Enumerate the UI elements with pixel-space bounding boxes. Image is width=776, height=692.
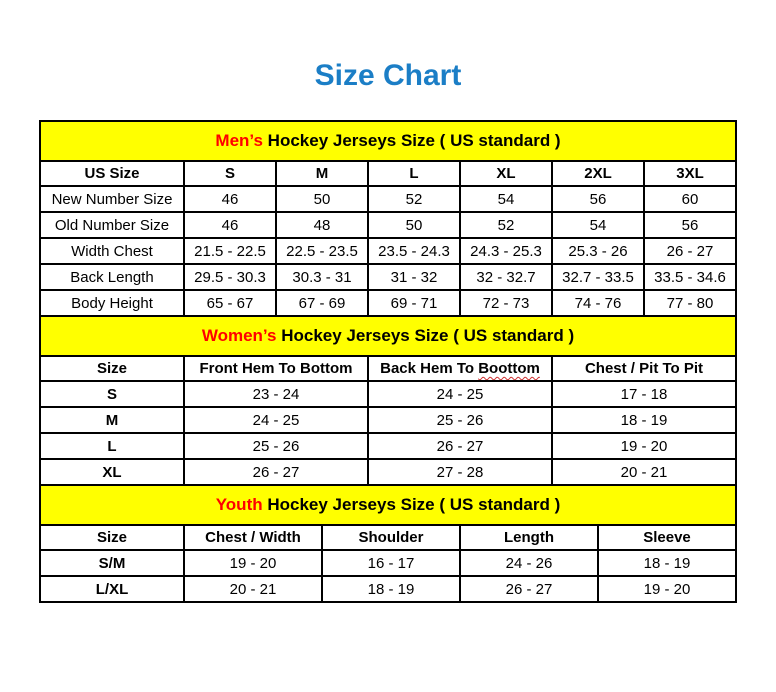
data-cell: 74 - 76: [552, 290, 644, 316]
row-label: Old Number Size: [40, 212, 184, 238]
row-label: L: [40, 433, 184, 459]
data-cell: 23.5 - 24.3: [368, 238, 460, 264]
column-header: US Size: [40, 161, 184, 186]
row-label: S: [40, 381, 184, 407]
column-header: Front Hem To Bottom: [184, 356, 368, 381]
table-row: [40, 407, 736, 433]
data-cell: 18 - 19: [552, 407, 736, 433]
data-cell: 20 - 21: [552, 459, 736, 485]
section-banner-row: [40, 485, 736, 525]
column-header: S: [184, 161, 276, 186]
data-cell: 46: [184, 186, 276, 212]
data-cell: 29.5 - 30.3: [184, 264, 276, 290]
data-cell: 23 - 24: [184, 381, 368, 407]
misspelled-word: Boottom: [478, 360, 540, 377]
row-label: New Number Size: [40, 186, 184, 212]
data-cell: 25 - 26: [184, 433, 368, 459]
column-header: Size: [40, 356, 184, 381]
row-label: M: [40, 407, 184, 433]
data-cell: 32 - 32.7: [460, 264, 552, 290]
column-header: M: [276, 161, 368, 186]
data-cell: 26 - 27: [460, 576, 598, 602]
column-header: L: [368, 161, 460, 186]
column-header: Size: [40, 525, 184, 550]
table-row: [40, 433, 736, 459]
section-banner-mens: [40, 121, 736, 161]
data-cell: 19 - 20: [598, 576, 736, 602]
column-header: Chest / Width: [184, 525, 322, 550]
data-cell: 52: [460, 212, 552, 238]
data-cell: 54: [460, 186, 552, 212]
row-label: Width Chest: [40, 238, 184, 264]
data-cell: 18 - 19: [598, 550, 736, 576]
size-table-womens: [39, 315, 737, 486]
data-cell: 24 - 25: [368, 381, 552, 407]
data-cell: 46: [184, 212, 276, 238]
table-row: [40, 459, 736, 485]
data-cell: 32.7 - 33.5: [552, 264, 644, 290]
data-cell: 65 - 67: [184, 290, 276, 316]
data-cell: 25.3 - 26: [552, 238, 644, 264]
header-row: [40, 356, 736, 381]
header-text: Back Hem To: [380, 360, 475, 377]
row-label: S/M: [40, 550, 184, 576]
data-cell: 54: [552, 212, 644, 238]
data-cell: 72 - 73: [460, 290, 552, 316]
data-cell: 22.5 - 23.5: [276, 238, 368, 264]
row-label: XL: [40, 459, 184, 485]
column-header: 2XL: [552, 161, 644, 186]
data-cell: 50: [276, 186, 368, 212]
row-label: Back Length: [40, 264, 184, 290]
data-cell: 19 - 20: [552, 433, 736, 459]
data-cell: 16 - 17: [322, 550, 460, 576]
size-tables: [39, 120, 737, 603]
column-header: Chest / Pit To Pit: [552, 356, 736, 381]
data-cell: 26 - 27: [368, 433, 552, 459]
section-banner-youth: [40, 485, 736, 525]
data-cell: 30.3 - 31: [276, 264, 368, 290]
page-title: Size Chart: [314, 59, 462, 92]
data-cell: 56: [552, 186, 644, 212]
table-row: [40, 290, 736, 316]
data-cell: 56: [644, 212, 736, 238]
data-cell: 20 - 21: [184, 576, 322, 602]
size-table-youth: [39, 484, 737, 603]
data-cell: 24 - 25: [184, 407, 368, 433]
data-cell: 25 - 26: [368, 407, 552, 433]
size-table-mens: [39, 120, 737, 317]
table-row: [40, 264, 736, 290]
column-header: [368, 356, 552, 381]
data-cell: 26 - 27: [184, 459, 368, 485]
section-banner-womens: [40, 316, 736, 356]
section-banner-row: [40, 121, 736, 161]
row-label: L/XL: [40, 576, 184, 602]
data-cell: 31 - 32: [368, 264, 460, 290]
data-cell: 67 - 69: [276, 290, 368, 316]
banner-section-word: Youth: [215, 495, 263, 514]
table-row: [40, 212, 736, 238]
data-cell: 18 - 19: [322, 576, 460, 602]
banner-text: Hockey Jerseys Size ( US standard ): [262, 495, 561, 514]
section-banner-row: [40, 316, 736, 356]
banner-text: Hockey Jerseys Size ( US standard ): [276, 326, 575, 345]
data-cell: 48: [276, 212, 368, 238]
data-cell: 21.5 - 22.5: [184, 238, 276, 264]
data-cell: 60: [644, 186, 736, 212]
table-row: [40, 576, 736, 602]
column-header: Shoulder: [322, 525, 460, 550]
data-cell: 26 - 27: [644, 238, 736, 264]
data-cell: 24.3 - 25.3: [460, 238, 552, 264]
data-cell: 27 - 28: [368, 459, 552, 485]
data-cell: 77 - 80: [644, 290, 736, 316]
column-header: Sleeve: [598, 525, 736, 550]
column-header: Length: [460, 525, 598, 550]
data-cell: 24 - 26: [460, 550, 598, 576]
data-cell: 33.5 - 34.6: [644, 264, 736, 290]
header-row: [40, 525, 736, 550]
banner-section-word: Women’s: [201, 326, 277, 345]
data-cell: 17 - 18: [552, 381, 736, 407]
table-row: [40, 238, 736, 264]
data-cell: 19 - 20: [184, 550, 322, 576]
header-row: [40, 161, 736, 186]
data-cell: 50: [368, 212, 460, 238]
column-header: XL: [460, 161, 552, 186]
column-header: 3XL: [644, 161, 736, 186]
table-row: [40, 186, 736, 212]
data-cell: 69 - 71: [368, 290, 460, 316]
table-row: [40, 381, 736, 407]
table-row: [40, 550, 736, 576]
banner-section-word: Men’s: [215, 131, 263, 150]
banner-text: Hockey Jerseys Size ( US standard ): [262, 131, 561, 150]
data-cell: 52: [368, 186, 460, 212]
row-label: Body Height: [40, 290, 184, 316]
